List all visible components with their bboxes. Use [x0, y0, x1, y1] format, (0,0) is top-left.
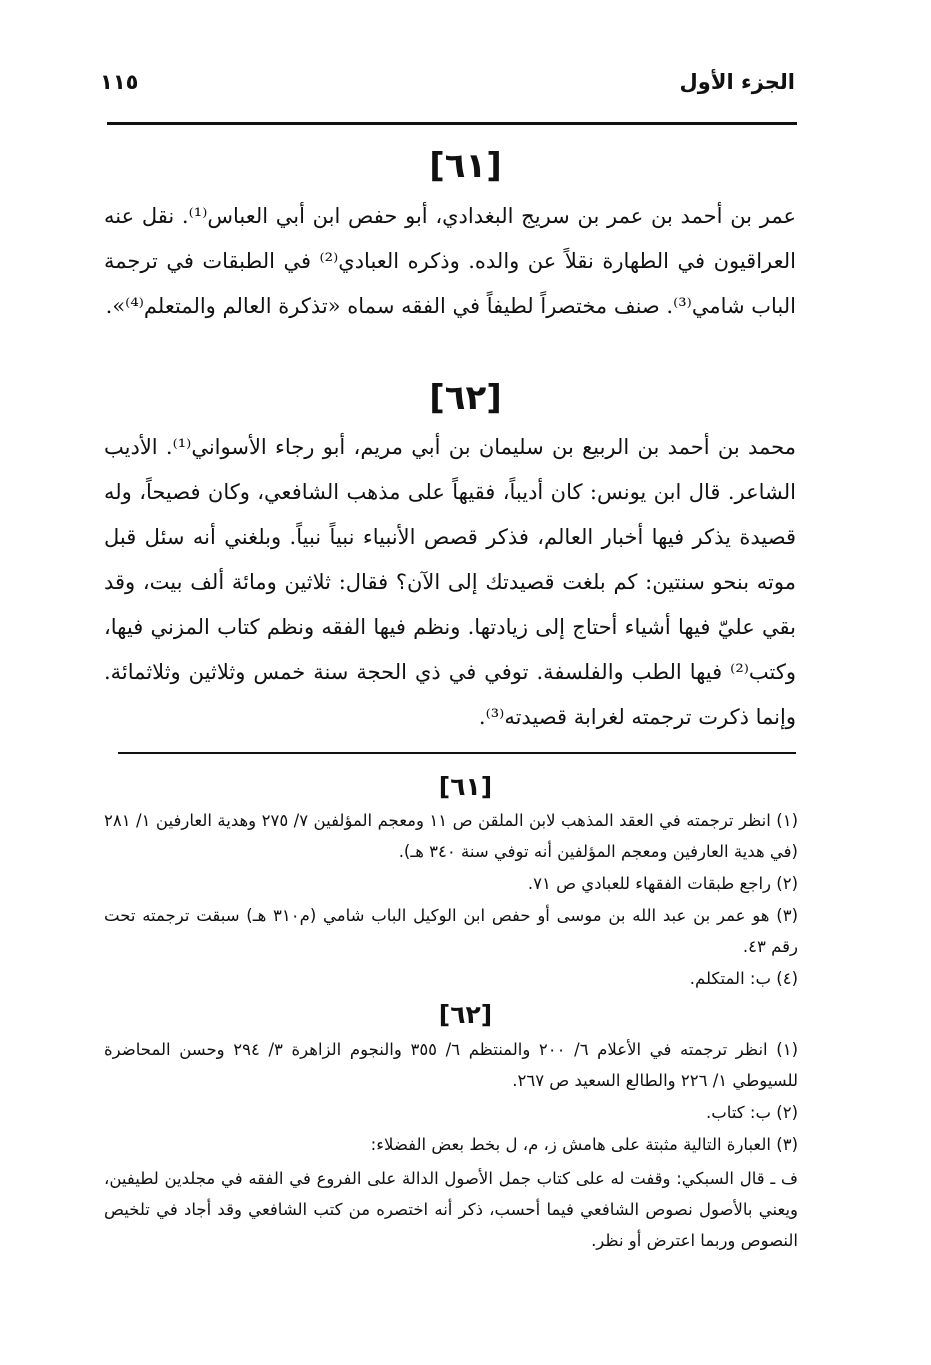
footnote-rule [118, 752, 796, 754]
footnote-group-number-61: [٦١] [438, 772, 493, 801]
running-title: الجزء الأول [679, 70, 795, 94]
entry-number-61: [٦١] [429, 146, 502, 186]
footnote: (٤) ب: المتكلم. [689, 969, 798, 988]
footnote: (١) انظر ترجمته في العقد المذهب لابن الملقن ص ١١ ومعجم المؤلفين ٧/ ٢٧٥ وهدية العارفين ١/ ٢٨١ (في هدية العارفين ومعجم المؤلفين أنه توفي سنة ٣٤٠ هـ). [104, 811, 798, 861]
running-header [100, 68, 795, 108]
footnote-group-number-62: [٦٢] [438, 1000, 493, 1029]
entry-number-62: [٦٢] [429, 378, 502, 418]
page-number: ١١٥ [100, 70, 139, 94]
header-rule [107, 122, 797, 125]
footnote-group-62 [104, 1034, 798, 1257]
footnote: (١) انظر ترجمته في الأعلام ٦/ ٢٠٠ والمنتظم ٦/ ٣٥٥ والنجوم الزاهرة ٣/ ٢٩٤ وحسن المحاضرة للسيوطي ١/ ٢٢٦ والطالع السعيد ص ٢٦٧. [104, 1040, 798, 1090]
footnote: (٣) هو عمر بن عبد الله بن موسى أو حفص ابن الوكيل الباب شامي (م٣١٠ هـ) سبقت ترجمته تحت رقم ٤٣. [104, 906, 798, 956]
footnote: (٣) العبارة التالية مثبتة على هامش ز، م، ل بخط بعض الفضلاء: [370, 1135, 798, 1154]
footnote: (٢) راجع طبقات الفقهاء للعبادي ص ٧١. [527, 874, 798, 893]
footnote-marginal-note: ف ـ قال السبكي: وقفت له على كتاب جمل الأصول الدالة على الفروع في الفقه في مجلدين لطيفين، ويعني بالأصول نصوص الشافعي فيما أحسب، ذكر أنه اختصره من كتب الشافعي وقد أجاد في تلخيص النصوص وربما اعترض أو نظر. [104, 1169, 798, 1250]
entry-62-text [104, 425, 796, 740]
entry-paragraph: عمر بن أحمد بن عمر بن سريج البغدادي، أبو حفص ابن أبي العباس⁽¹⁾. نقل عنه العراقيون في الطهارة نقلاً عن والده. وذكره العبادي⁽²⁾ في الطبقات في ترجمة الباب شامي⁽³⁾. صنف مختصراً لطيفاً في الفقه سماه «تذكرة العالم والمتعلم⁽⁴⁾». [104, 204, 796, 318]
entry-paragraph: محمد بن أحمد بن الربيع بن سليمان بن أبي مريم، أبو رجاء الأسواني⁽¹⁾. الأديب الشاعر. قال ابن يونس: كان أديباً، فقيهاً على مذهب الشافعي، وكان فصيحاً، وله قصيدة يذكر فيها أخبار العالم، فذكر قصص الأنبياء نبياً نبياً. وبلغني أنه سئل قبل موته بنحو سنتين: كم بلغت قصيدتك إلى الآن؟ فقال: ثلاثين ومائة ألف بيت، وقد بقي عليّ فيها أشياء أحتاج إلى زيادتها. ونظم فيها الفقه ونظم كتاب المزني فيها، وكتب⁽²⁾ فيها الطب والفلسفة. توفي في ذي الحجة سنة خمس وثلاثين وثلاثمائة. وإنما ذكرت ترجمته لغرابة قصيدته⁽³⁾. [104, 435, 796, 729]
footnote-group-61 [104, 805, 798, 995]
footnote: (٢) ب: كتاب. [706, 1103, 798, 1122]
entry-61-text [104, 194, 796, 329]
